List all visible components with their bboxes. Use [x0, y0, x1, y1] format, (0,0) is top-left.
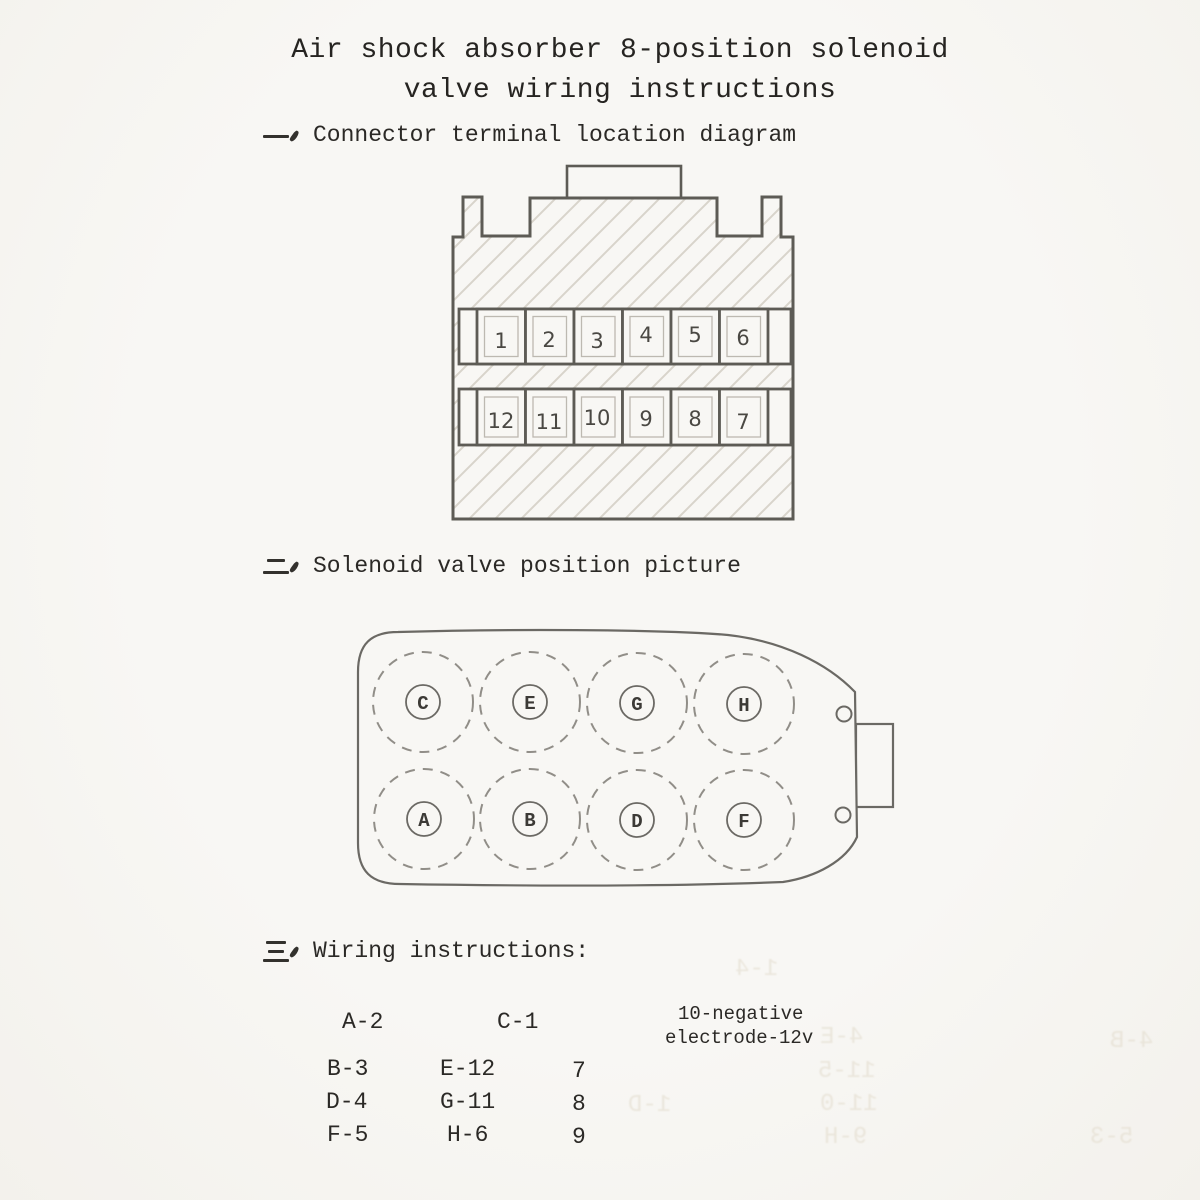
section-2-heading [262, 553, 741, 579]
bleed-through-text: 11-0 [820, 1091, 878, 1118]
wiring-pair: A-2 [342, 1009, 384, 1035]
valve-position-diagram [350, 620, 905, 895]
wiring-pair: B-3 [327, 1056, 369, 1082]
wiring-pair: E-12 [440, 1056, 496, 1082]
section-3-heading [262, 938, 589, 964]
wiring-terminal: 8 [572, 1091, 586, 1117]
terminal-number: 5 [688, 323, 702, 347]
terminal-number: 9 [639, 407, 653, 431]
bleed-through-text: 1-D [628, 1092, 672, 1119]
terminal-number: 11 [535, 410, 563, 434]
terminal-row-bottom [477, 389, 768, 445]
terminal-number: 3 [590, 329, 604, 353]
cjk-comma-mark [289, 938, 303, 964]
section-3-marker [262, 938, 289, 964]
page-title-line-2: valve wiring instructions [403, 75, 837, 106]
wiring-terminal: 9 [572, 1124, 586, 1150]
valve-side-tab [856, 724, 893, 807]
wiring-pair: C-1 [497, 1009, 539, 1035]
wiring-pair: D-4 [326, 1089, 368, 1115]
bleed-through-text: 4-E [820, 1024, 864, 1051]
terminal-number: 2 [542, 328, 556, 352]
bleed-through-text: 1-4 [735, 956, 779, 983]
terminal-number: 10 [583, 406, 611, 430]
connector-top-tab [567, 166, 681, 199]
solenoid-letter: D [631, 811, 643, 833]
valve-body-outline [358, 630, 857, 886]
terminal-number: 7 [736, 410, 750, 434]
mounting-hole [837, 707, 852, 722]
section-1-marker [262, 122, 289, 148]
solenoid-letter: C [417, 693, 429, 715]
solenoid-letter: E [524, 693, 536, 715]
terminal-number: 4 [639, 323, 653, 347]
section-2-label: Solenoid valve position picture [313, 553, 741, 579]
terminal-number: 1 [494, 329, 508, 353]
section-1-label: Connector terminal location diagram [313, 122, 797, 148]
bleed-through-text: 4-B [1110, 1028, 1154, 1055]
section-2-marker [262, 553, 289, 579]
wiring-pair: F-5 [327, 1122, 369, 1148]
page-title-line-1: Air shock absorber 8-position solenoid [291, 35, 949, 66]
connector-diagram [438, 148, 810, 540]
wiring-pair: G-11 [440, 1089, 496, 1115]
solenoid-letter: B [524, 810, 536, 832]
solenoid-letter: F [738, 811, 750, 833]
terminal-number: 8 [688, 407, 702, 431]
wiring-terminal: 7 [572, 1058, 586, 1084]
wiring-note-line-1: 10-negative [678, 1003, 804, 1025]
solenoid-letter: G [631, 694, 643, 716]
solenoid-letter: H [738, 695, 750, 717]
terminal-row-top [477, 309, 768, 364]
bleed-through-text: 11-5 [818, 1058, 876, 1085]
wiring-note-line-2: electrode-12v [665, 1027, 814, 1049]
terminal-number: 12 [487, 409, 515, 433]
bleed-through-text: 5-3 [1090, 1124, 1134, 1151]
wiring-pair: H-6 [447, 1122, 489, 1148]
cjk-comma-mark [289, 553, 303, 579]
solenoid-letter: A [418, 810, 430, 832]
mounting-hole [836, 808, 851, 823]
bleed-through-text: 9-H [824, 1124, 868, 1151]
section-1-heading [262, 122, 796, 148]
cjk-comma-mark [289, 122, 303, 148]
page-title [291, 31, 949, 111]
section-3-label: Wiring instructions: [313, 938, 590, 964]
terminal-number: 6 [736, 326, 750, 350]
